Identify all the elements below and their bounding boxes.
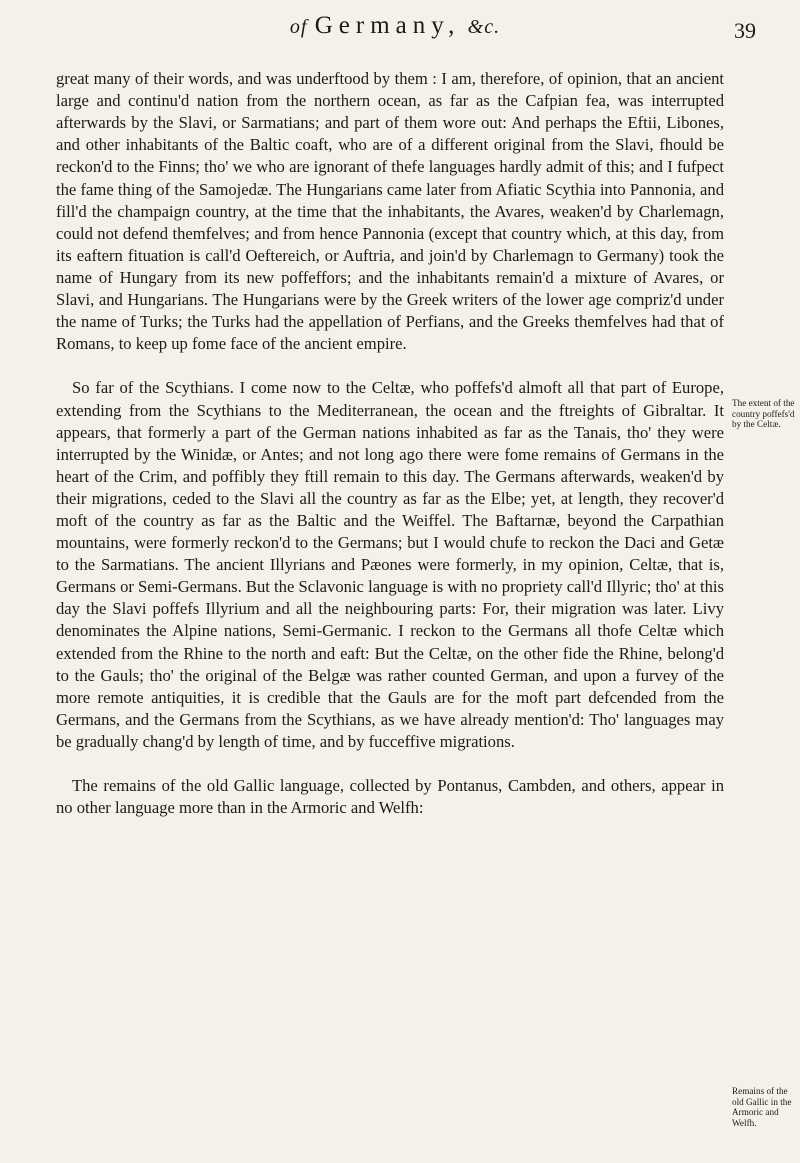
page-number: 39 — [734, 18, 756, 43]
body-text — [56, 46, 724, 841]
running-header — [0, 6, 800, 42]
margin-note-celtae: The extent of the country poffefs'd by the Celtæ. — [732, 398, 795, 429]
paragraph-2: So far of the Scythians. I come now to the Celtæ, who poffefs'd almoft all that part of Europe, extending from the Scythians to the Mediterranean, the ocean and the ftreights of Gibraltar. It appears, that formerly a part of the German nations inhabited as far as the Tanais, tho' they were interrupted by the Winidæ, or Antes; and not long ago there were fome remains of Germans in the heart of the Crim, and poffibly they ftill remain to this day. The Germans afterwards, weaken'd by their migrations, ceded to the Slavi all the country as far as the Elbe; yet, at length, they recover'd moft of the country as far as the Baltic and the Weiffel. The Baftarnæ, beyond the Carpathian mountains, were formerly reckon'd to the Germans; but I would chufe to reckon the Daci and Getæ to the Sarmatians. The ancient Illyrians and Pæones were formerly, in my opinion, Celtæ, that is, Germans or Semi-Germans. But the Sclavonic language is with no propriety call'd Illyric; tho' at this day the Slavi poffefs Illyrium and all the neighbouring parts: For, their migration was later. Livy denominates the Alpine nations, Semi-Germanic. I reckon to the Germans all thofe Celtæ which extended from the Rhine to the north and eaft: But the Celtæ, on the other fide the Rhine, belong'd to the Gauls; tho' the original of the Belgæ was rather counted German, and upon a furvey of the more remote antiquities, it is credible that the Gauls are for the moft part defcended from the Germans, and the Germans from the Scythians, as we have already mention'd: Tho' languages may be gradually chang'd by length of time, and by fucceffive migrations. — [56, 378, 724, 751]
paragraph-3: The remains of the old Gallic language, collected by Pontanus, Cambden, and others, appear in no other language more than in the Armoric and Welfh: — [56, 776, 724, 818]
header-etc: &c. — [467, 16, 501, 38]
paragraph-1: great many of their words, and was underftood by them : I am, therefore, of opinion, that an ancient large and continu'd nation from the northern ocean, as far as the Cafpian fea, was interrupted afterwards by the Slavi, or Sarmatians; and part of them wore out: And perhaps the Eftii, Libones, and other inhabitants of the Baltic coaft, who are of a different original from the Slavi, fhould be reckon'd to the Finns; tho' we who are ignorant of thefe languages hardly admit of this; and I fufpect the fame thing of the Samojedæ. The Hungarians came later from Afiatic Scythia into Pannonia, and fill'd the champaign country, at the time that the inhabitants, the Avares, weaken'd by Charlemagn, could not defend themfelves; and from hence Pannonia (except that country which, at this day, from its eaftern fituation is call'd Oeftereich, or Auftria, and join'd by Charlemagn to Germany) took the name of Hungary from its new poffeffors; and the inhabitants remain'd a mixture of Avares, or Slavi, and Hungarians. The Hungarians were by the Greek writers of the lower age compriz'd under the name of Turks; the Turks had the appellation of Perfians, and the Greeks themfelves had that of Romans, to keep up fome face of the ancient empire. — [56, 69, 724, 354]
header-of: of — [289, 16, 308, 38]
header-title: Germany, — [314, 12, 461, 39]
running-title — [170, 12, 620, 40]
margin-note-gallic: Remains of the old Gallic in the Armoric and Welfh. — [732, 1086, 792, 1128]
